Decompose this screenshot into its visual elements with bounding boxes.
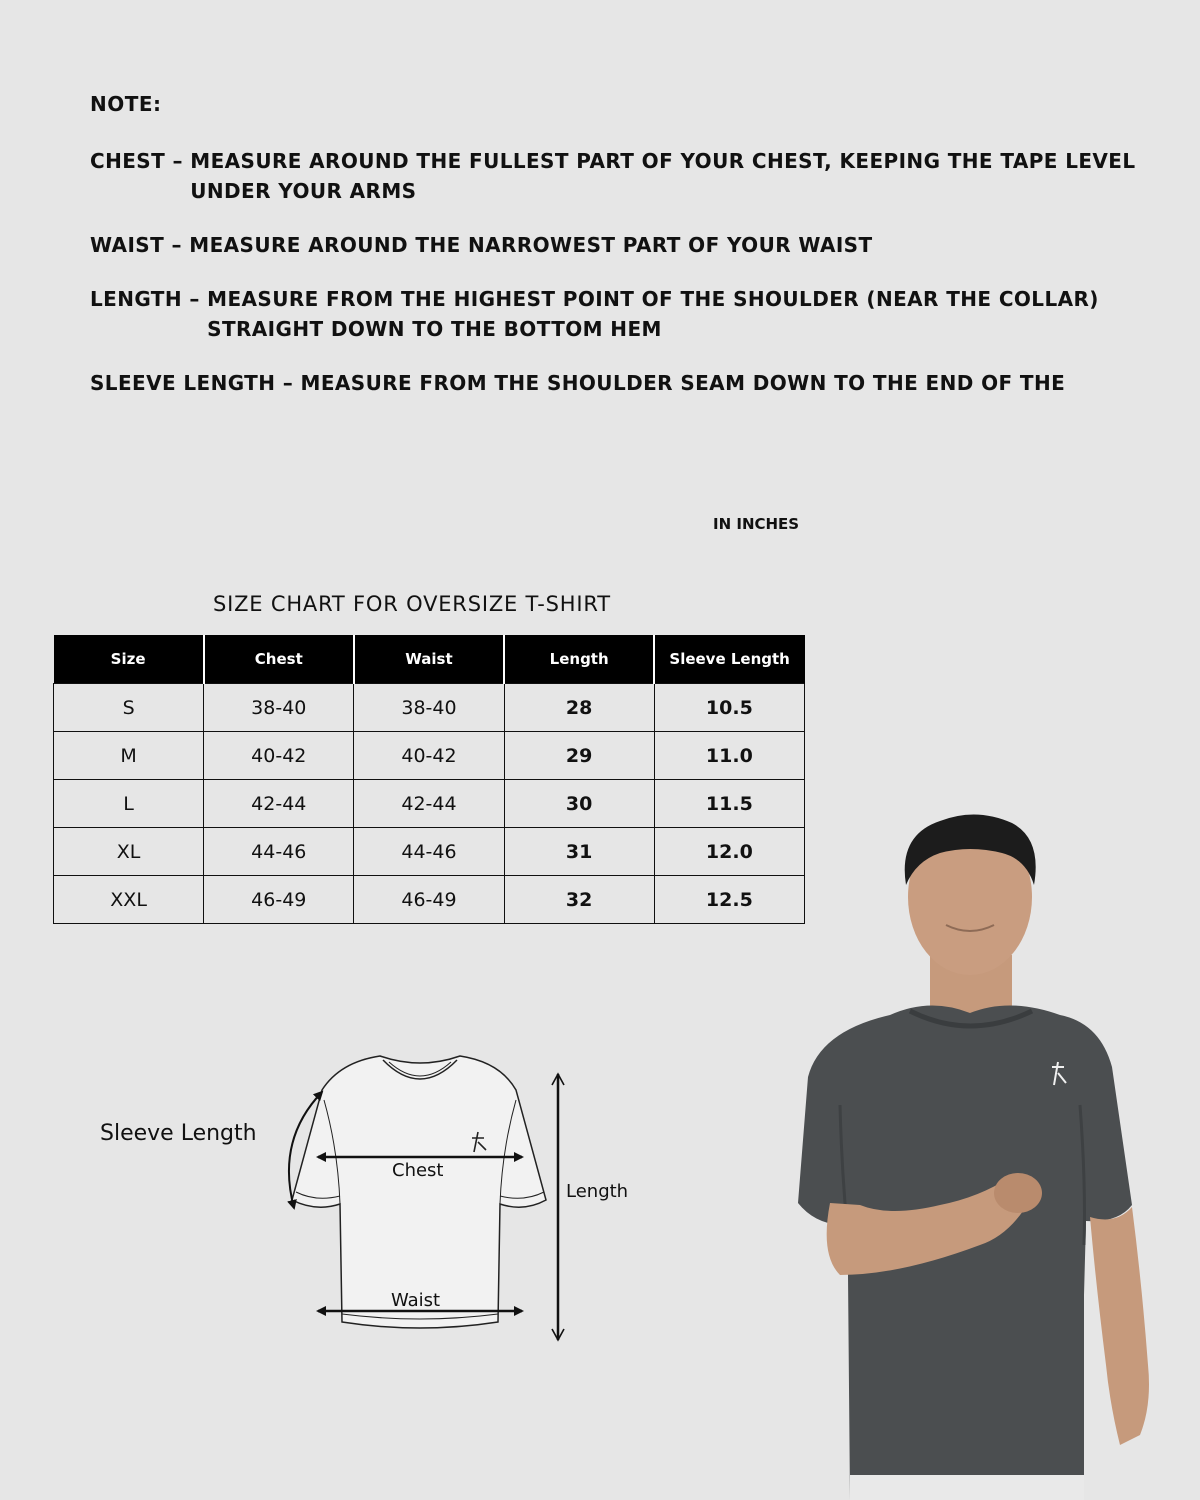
cell-waist: 44-46 — [354, 828, 504, 876]
header-length: Length — [504, 635, 654, 684]
chest-label: Chest — [392, 1160, 444, 1181]
cell-sleeve-length: 12.0 — [654, 828, 804, 876]
size-chart-title: SIZE CHART FOR OVERSIZE T-SHIRT — [213, 592, 611, 616]
cell-waist: 40-42 — [354, 732, 504, 780]
cell-length: 32 — [504, 876, 654, 924]
note-term: CHEST — [90, 149, 166, 173]
cell-length: 28 — [504, 684, 654, 732]
note-heading: NOTE: — [90, 92, 162, 116]
sleeve-length-label: Sleeve Length — [100, 1121, 257, 1146]
note-term: WAIST — [90, 233, 165, 257]
tshirt-outline — [292, 1056, 546, 1328]
cell-waist: 46-49 — [354, 876, 504, 924]
cell-sleeve-length: 11.5 — [654, 780, 804, 828]
cell-chest: 38-40 — [204, 684, 354, 732]
length-label: Length — [566, 1181, 629, 1202]
cell-size: XXL — [54, 876, 204, 924]
cell-size: XL — [54, 828, 204, 876]
cell-size: L — [54, 780, 204, 828]
note-term: LENGTH — [90, 287, 182, 311]
cell-length: 30 — [504, 780, 654, 828]
cell-sleeve-length: 11.0 — [654, 732, 804, 780]
note-separator: – — [275, 371, 301, 395]
cell-sleeve-length: 12.5 — [654, 876, 804, 924]
model-photo — [780, 805, 1180, 1500]
note-description: MEASURE AROUND THE FULLEST PART OF YOUR CHEST, KEEPING THE TAPE LEVEL UNDER YOUR ARMS — [190, 149, 1136, 203]
note-separator: – — [182, 287, 208, 311]
cell-chest: 42-44 — [204, 780, 354, 828]
cell-length: 29 — [504, 732, 654, 780]
cell-size: S — [54, 684, 204, 732]
header-waist: Waist — [354, 635, 504, 684]
cell-chest: 40-42 — [204, 732, 354, 780]
note-separator: – — [164, 233, 190, 257]
header-size: Size — [54, 635, 204, 684]
cell-length: 31 — [504, 828, 654, 876]
note-description: MEASURE FROM THE HIGHEST POINT OF THE SHOULDER (NEAR THE COLLAR) STRAIGHT DOWN TO THE BOTTOM HEM — [207, 287, 1099, 341]
note-description: MEASURE FROM THE SHOULDER SEAM DOWN TO THE END OF THE — [300, 371, 1066, 395]
model-right-arm — [1090, 1207, 1149, 1445]
cell-sleeve-length: 10.5 — [654, 684, 804, 732]
header-sleeve-length: Sleeve Length — [654, 635, 804, 684]
note-separator: – — [165, 149, 191, 173]
cell-waist: 38-40 — [354, 684, 504, 732]
cell-chest: 44-46 — [204, 828, 354, 876]
note-term: SLEEVE LENGTH — [90, 371, 276, 395]
waist-label: Waist — [391, 1290, 441, 1311]
header-chest: Chest — [204, 635, 354, 684]
unit-label: IN INCHES — [713, 515, 800, 533]
cell-waist: 42-44 — [354, 780, 504, 828]
cell-size: M — [54, 732, 204, 780]
note-description: MEASURE AROUND THE NARROWEST PART OF YOUR WAIST — [189, 233, 873, 257]
cell-chest: 46-49 — [204, 876, 354, 924]
